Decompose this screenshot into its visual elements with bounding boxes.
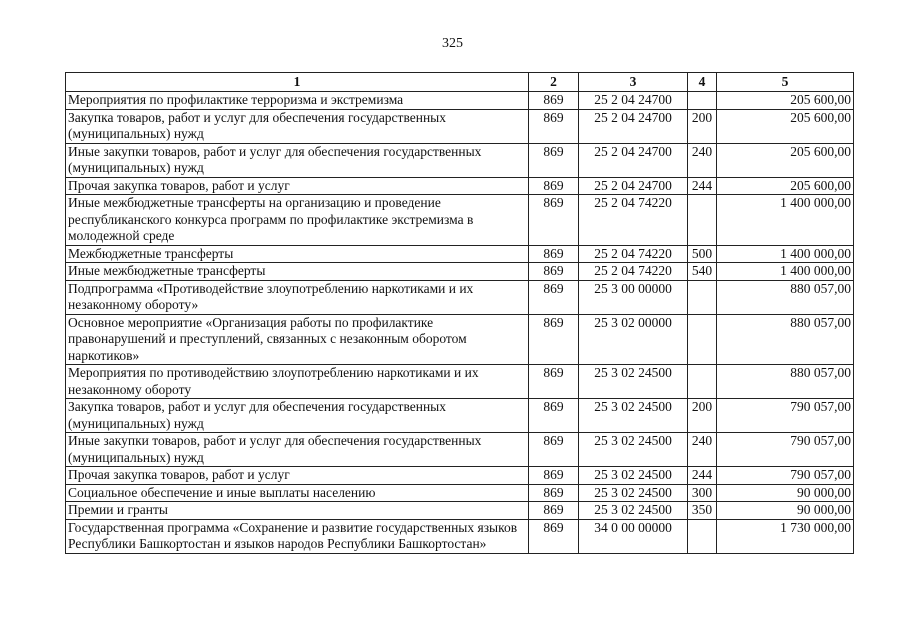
row-expense-type: 240 [688, 143, 717, 177]
row-grbs-code: 869 [529, 433, 579, 467]
row-grbs-code: 869 [529, 399, 579, 433]
row-name: Мероприятия по противодействию злоупотреблению наркотиками и их незаконному обороту [66, 365, 529, 399]
row-target-article: 25 2 04 24700 [579, 143, 688, 177]
table-row [66, 195, 854, 246]
header-col-4: 4 [688, 73, 717, 92]
row-name: Межбюджетные трансферты [66, 245, 529, 263]
row-grbs-code: 869 [529, 195, 579, 246]
row-target-article: 25 3 02 24500 [579, 399, 688, 433]
table-row [66, 109, 854, 143]
row-amount: 205 600,00 [717, 143, 854, 177]
row-target-article: 25 3 02 24500 [579, 467, 688, 485]
row-expense-type: 240 [688, 433, 717, 467]
table-row [66, 467, 854, 485]
row-amount: 1 400 000,00 [717, 245, 854, 263]
row-grbs-code: 869 [529, 263, 579, 281]
row-expense-type: 200 [688, 109, 717, 143]
table-row [66, 177, 854, 195]
row-amount: 1 400 000,00 [717, 263, 854, 281]
header-col-1: 1 [66, 73, 529, 92]
row-amount: 205 600,00 [717, 92, 854, 110]
row-name: Закупка товаров, работ и услуг для обеспечения государственных (муниципальных) нужд [66, 399, 529, 433]
row-amount: 205 600,00 [717, 109, 854, 143]
row-expense-type: 300 [688, 484, 717, 502]
row-name: Премии и гранты [66, 502, 529, 520]
row-name: Прочая закупка товаров, работ и услуг [66, 177, 529, 195]
table-row [66, 314, 854, 365]
row-grbs-code: 869 [529, 109, 579, 143]
row-expense-type [688, 519, 717, 553]
row-name: Подпрограмма «Противодействие злоупотреблению наркотиками и их незаконному обороту» [66, 280, 529, 314]
table-row [66, 245, 854, 263]
header-col-2: 2 [529, 73, 579, 92]
row-amount: 880 057,00 [717, 280, 854, 314]
row-name: Государственная программа «Сохранение и развитие государственных языков Республики Башкортостан и языков народов Республики Башкортостан» [66, 519, 529, 553]
table-row [66, 280, 854, 314]
row-amount: 90 000,00 [717, 484, 854, 502]
row-target-article: 34 0 00 00000 [579, 519, 688, 553]
row-name: Иные межбюджетные трансферты на организацию и проведение республиканского конкурса программ по профилактике экстремизма в молодежной среде [66, 195, 529, 246]
row-expense-type: 500 [688, 245, 717, 263]
table-row [66, 365, 854, 399]
header-col-3: 3 [579, 73, 688, 92]
table-row [66, 433, 854, 467]
row-name: Основное мероприятие «Организация работы по профилактике правонарушений и преступлений, связанных с незаконным оборотом наркотиков» [66, 314, 529, 365]
row-name: Иные закупки товаров, работ и услуг для обеспечения государственных (муниципальных) нужд [66, 143, 529, 177]
row-name: Иные межбюджетные трансферты [66, 263, 529, 281]
row-name: Социальное обеспечение и иные выплаты населению [66, 484, 529, 502]
row-grbs-code: 869 [529, 92, 579, 110]
page-number: 325 [442, 36, 463, 51]
row-target-article: 25 3 02 00000 [579, 314, 688, 365]
row-grbs-code: 869 [529, 519, 579, 553]
table-row [66, 92, 854, 110]
table-row [66, 519, 854, 553]
row-expense-type [688, 314, 717, 365]
row-amount: 205 600,00 [717, 177, 854, 195]
row-amount: 880 057,00 [717, 365, 854, 399]
row-target-article: 25 3 02 24500 [579, 365, 688, 399]
row-grbs-code: 869 [529, 280, 579, 314]
row-expense-type [688, 365, 717, 399]
row-name: Закупка товаров, работ и услуг для обеспечения государственных (муниципальных) нужд [66, 109, 529, 143]
row-target-article: 25 2 04 74220 [579, 195, 688, 246]
row-expense-type: 200 [688, 399, 717, 433]
row-expense-type: 350 [688, 502, 717, 520]
row-grbs-code: 869 [529, 502, 579, 520]
header-row [66, 73, 854, 92]
row-grbs-code: 869 [529, 467, 579, 485]
row-grbs-code: 869 [529, 365, 579, 399]
row-amount: 1 730 000,00 [717, 519, 854, 553]
row-grbs-code: 869 [529, 177, 579, 195]
row-grbs-code: 869 [529, 143, 579, 177]
row-target-article: 25 3 02 24500 [579, 484, 688, 502]
row-target-article: 25 2 04 24700 [579, 92, 688, 110]
row-expense-type: 540 [688, 263, 717, 281]
row-expense-type [688, 195, 717, 246]
row-amount: 1 400 000,00 [717, 195, 854, 246]
table-row [66, 143, 854, 177]
table-row [66, 502, 854, 520]
row-target-article: 25 2 04 74220 [579, 263, 688, 281]
row-amount: 790 057,00 [717, 433, 854, 467]
row-grbs-code: 869 [529, 314, 579, 365]
row-grbs-code: 869 [529, 245, 579, 263]
table-row [66, 399, 854, 433]
row-name: Мероприятия по профилактике терроризма и экстремизма [66, 92, 529, 110]
budget-table [65, 72, 854, 554]
row-target-article: 25 3 02 24500 [579, 502, 688, 520]
table-row [66, 484, 854, 502]
row-target-article: 25 2 04 74220 [579, 245, 688, 263]
row-expense-type [688, 92, 717, 110]
row-target-article: 25 3 00 00000 [579, 280, 688, 314]
row-amount: 880 057,00 [717, 314, 854, 365]
row-amount: 790 057,00 [717, 399, 854, 433]
row-target-article: 25 2 04 24700 [579, 177, 688, 195]
table-body [66, 92, 854, 554]
row-target-article: 25 2 04 24700 [579, 109, 688, 143]
row-name: Прочая закупка товаров, работ и услуг [66, 467, 529, 485]
row-target-article: 25 3 02 24500 [579, 433, 688, 467]
row-expense-type: 244 [688, 177, 717, 195]
row-expense-type: 244 [688, 467, 717, 485]
row-amount: 790 057,00 [717, 467, 854, 485]
table-row [66, 263, 854, 281]
row-grbs-code: 869 [529, 484, 579, 502]
row-expense-type [688, 280, 717, 314]
header-col-5: 5 [717, 73, 854, 92]
row-amount: 90 000,00 [717, 502, 854, 520]
row-name: Иные закупки товаров, работ и услуг для обеспечения государственных (муниципальных) нужд [66, 433, 529, 467]
